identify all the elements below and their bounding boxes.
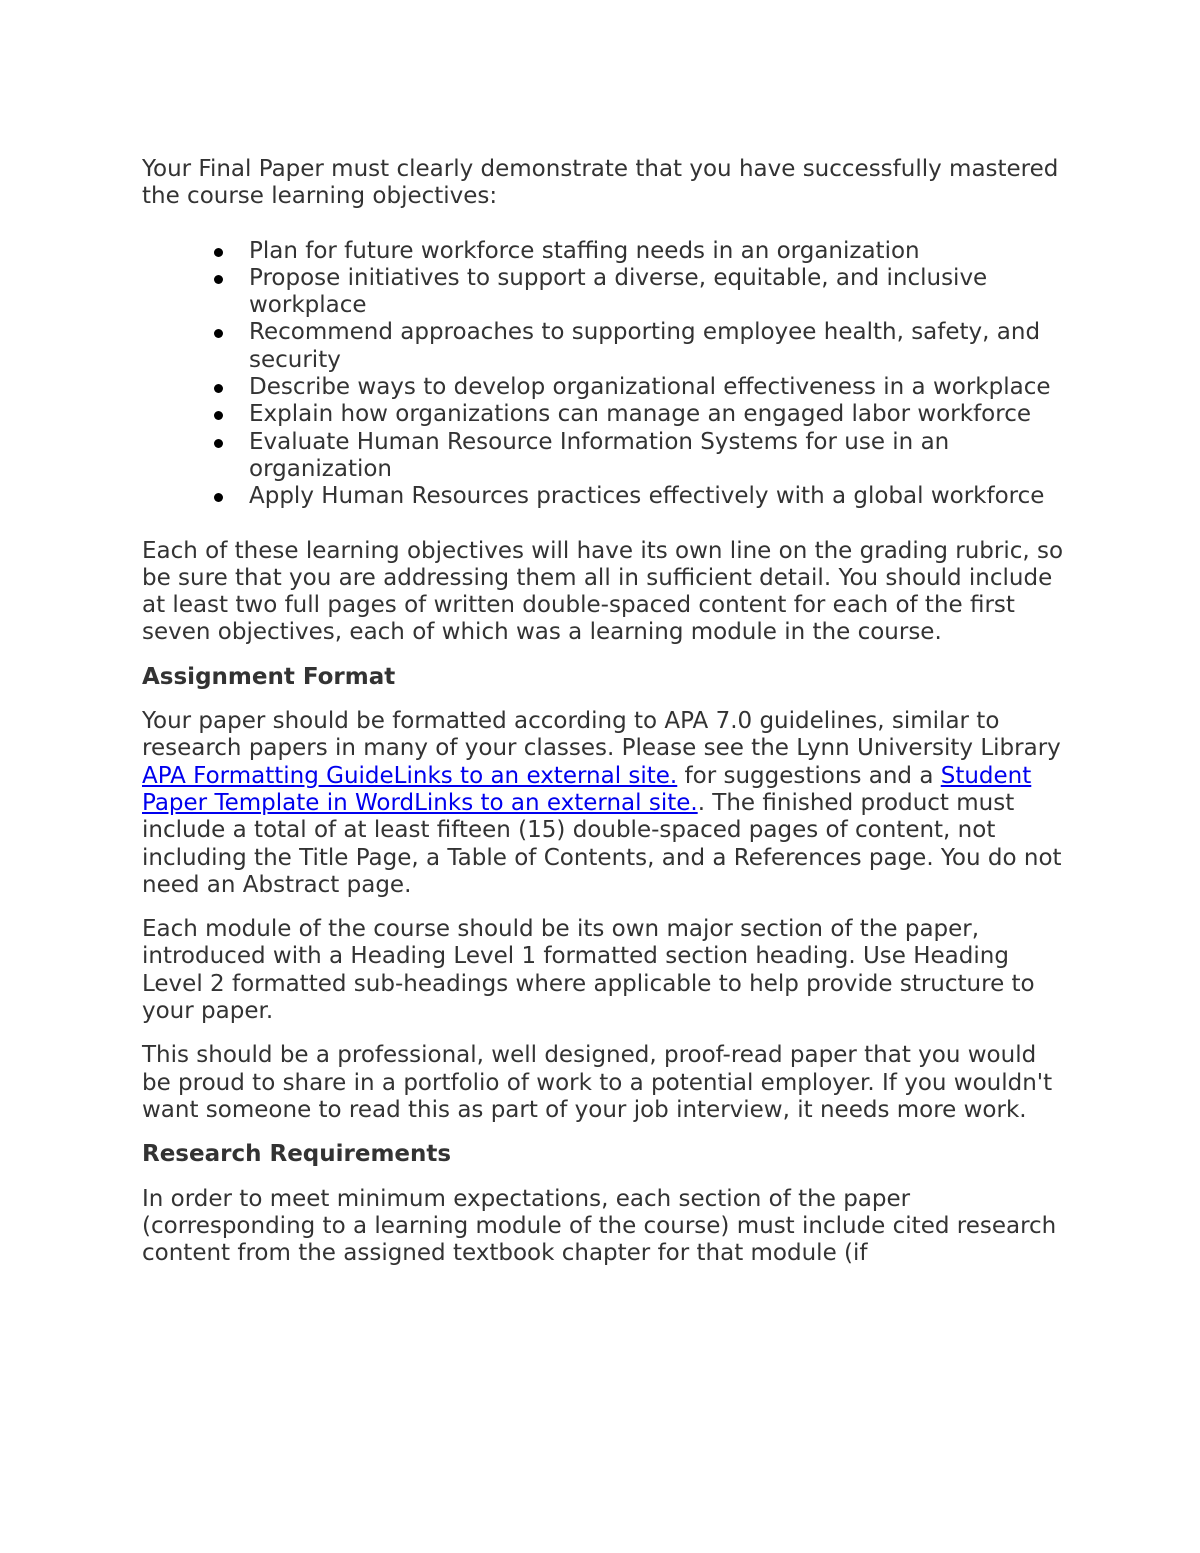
objective-text: Apply Human Resources practices effectively with a global workforce bbox=[249, 483, 1045, 510]
professional-paragraph: This should be a professional, well designed, proof-read paper that you would be proud to share in a portfolio of work to a potential employer. If you wouldn't want someone to read this as part of your job interview, it needs more work. bbox=[142, 1042, 1053, 1123]
apa-guide-link[interactable]: APA Formatting GuideLinks to an external site. bbox=[142, 762, 678, 789]
paper-template-link[interactable]: Student Paper Template in WordLinks to an external site. bbox=[142, 762, 1032, 816]
list-item bbox=[142, 374, 1072, 401]
rubric-paragraph: Each of these learning objectives will have its own line on the grading rubric, so be sure that you are addressing them all in sufficient detail. You should include at least two full pages of written double-spaced content for each of the first seven objectives, each of which was a learning module in the course. bbox=[142, 537, 1064, 646]
bullet-icon bbox=[214, 411, 223, 420]
bullet-icon bbox=[214, 384, 223, 393]
format-text-start: Your paper should be formatted according to APA 7.0 guidelines, similar to research papers in many of your classes. Please see the Lynn University Library bbox=[142, 708, 1061, 762]
learning-objectives-list bbox=[142, 238, 1072, 511]
format-paragraph bbox=[142, 708, 1072, 899]
bullet-icon bbox=[214, 439, 223, 448]
objective-text: Plan for future workforce staffing needs in an organization bbox=[249, 237, 920, 264]
assignment-format-heading: Assignment Format bbox=[142, 663, 396, 690]
list-item bbox=[142, 319, 1072, 374]
list-item bbox=[142, 238, 1072, 265]
research-paragraph: In order to meet minimum expectations, each section of the paper (corresponding to a learning module of the course) must include cited research content from the assigned textbook chapter for that module (if bbox=[142, 1185, 1057, 1267]
format-text-mid: for suggestions and a bbox=[677, 762, 941, 789]
research-requirements-heading: Research Requirements bbox=[142, 1141, 452, 1168]
bullet-icon bbox=[214, 329, 223, 338]
objective-text: Describe ways to develop organizational effectiveness in a workplace bbox=[249, 374, 1051, 401]
module-sections-paragraph: Each module of the course should be its own major section of the paper, introduced with a Heading Level 1 formatted section heading. Use Heading Level 2 formatted sub-headings where applicable to help provide structure to your paper. bbox=[142, 916, 1035, 1025]
bullet-icon bbox=[214, 248, 223, 257]
list-item bbox=[142, 429, 1072, 484]
bullet-icon bbox=[214, 493, 223, 502]
list-item bbox=[142, 265, 1072, 320]
objective-text: Propose initiatives to support a diverse, equitable, and inclusive workplace bbox=[249, 264, 988, 319]
format-text-end: . The finished product must include a total of at least fifteen (15) double-spaced pages of content, not including the Title Page, a Table of Contents, and a References page. You do not need an Abstract page. bbox=[142, 789, 1062, 898]
intro-paragraph: Your Final Paper must clearly demonstrate that you have successfully mastered the course learning objectives: bbox=[142, 156, 1059, 210]
objective-text: Evaluate Human Resource Information Systems for use in an organization bbox=[249, 428, 950, 482]
list-item bbox=[142, 401, 1072, 428]
document-page bbox=[142, 156, 1072, 1284]
objective-text: Explain how organizations can manage an engaged labor workforce bbox=[249, 401, 1031, 428]
list-item bbox=[142, 483, 1072, 510]
objective-text: Recommend approaches to supporting employee health, safety, and security bbox=[249, 319, 1041, 373]
bullet-icon bbox=[214, 275, 223, 284]
